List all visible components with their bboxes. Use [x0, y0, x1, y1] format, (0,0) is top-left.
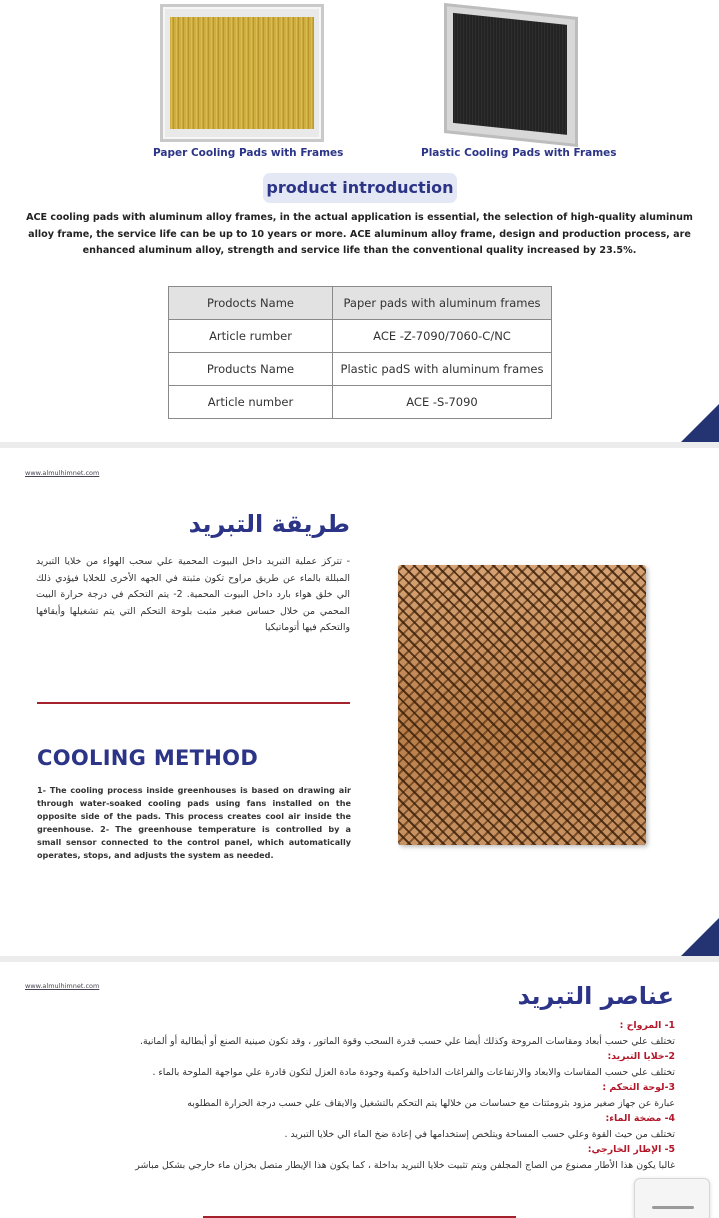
list-item-heading: 5- الإطار الخارجي:: [587, 1144, 675, 1155]
site-link[interactable]: www.almulhimnet.com: [25, 469, 100, 477]
list-item-text: غالبا يكون هذا الأطار مصنوع من الصاج المجلفن ويتم تثبيت خلايا التبريد بداخلة ، كما يكون هذا الإيطار متصل بخزان ماء خارجي بشكل مباشر: [135, 1159, 675, 1171]
list-item-heading: 4- مضخة الماء:: [605, 1113, 675, 1124]
plastic-pad-texture: [453, 13, 567, 135]
list-item-text: تختلف من حيث القوة وعلي حسب المساحة ويتلخص إستخدامها في إعادة ضخ الماء الي خلايا التبريد .: [284, 1128, 675, 1140]
list-item-heading: 3-لوحة التحكم :: [602, 1082, 675, 1093]
table-row: [169, 287, 552, 320]
site-link[interactable]: www.almulhimnet.com: [25, 982, 100, 990]
table-cell: Products Name: [169, 353, 333, 386]
paper-pad-caption: Paper Cooling Pads with Frames: [153, 147, 344, 159]
section-title: product introduction: [263, 173, 457, 203]
corner-decoration: [681, 918, 719, 956]
table-cell: ACE -S-7090: [333, 386, 552, 419]
arabic-paragraph: - تتركز عملية التبريد داخل البيوت المحمية علي سحب الهواء من خلايا التبريد المبللة بالماء عن طريق مراوح تكون مثبتة في الجهه الأخرى للخلايا فيؤدي ذلك الي خلق هواء بارد داخل البيوت المحمية. 2- يتم التحكم في درجة حرارة البيت المحمي من خلال حساس صغير مثبت بلوحة التحكم التي يتم تشغيلها وأيقافها والتحكم فيها أتوماتيكيا: [36, 556, 350, 633]
table-cell: Prodocts Name: [169, 287, 333, 320]
table-cell: Article number: [169, 386, 333, 419]
table-row: [169, 386, 552, 419]
minimize-icon: [652, 1206, 694, 1209]
cooling-pad-image: [398, 565, 646, 845]
english-paragraph: 1- The cooling process inside greenhouses is based on drawing air through water-soaked cooling pads using fans installed on the opposite side of the pads. This process creates cool air inside the greenhouse. 2- The greenhouse temperature is controlled by a small sensor connected to the control panel, which automatically operates, stops, and adjusts the system as needed.: [37, 785, 351, 860]
list-item-text: عبارة عن جهاز صغير مزود بثرومثتات مع حساسات من خلالها يتم التحكم بالتشغيل والايقاف علي حسب درجة الحرارة المطلوبه: [187, 1097, 675, 1109]
arabic-title: عناصر التبريد: [517, 982, 674, 1010]
divider: [37, 702, 350, 704]
table-cell: ACE -Z-7090/7060-C/NC: [333, 320, 552, 353]
table-cell: Paper pads with aluminum frames: [333, 287, 552, 320]
list-item-heading: 1- المرواح :: [619, 1020, 675, 1031]
elements-list: [50, 1018, 675, 1173]
plastic-cooling-pad-image: [444, 3, 578, 147]
table-cell: Article rumber: [169, 320, 333, 353]
product-spec-table: [168, 286, 552, 419]
table-row: [169, 353, 552, 386]
list-item-text: تختلف علي حسب المقاسات والابعاد والارتفاعات والفراغات الداخلية وكمية وجودة مادة العزل لتكون قادرة علي مواجهة الملوحة بالماء .: [152, 1066, 675, 1078]
paper-pad-texture: [170, 17, 314, 129]
page-cooling-elements: [0, 962, 719, 1218]
list-item-heading: 2-خلايا التبريد:: [607, 1051, 675, 1062]
paper-cooling-pad-image: [160, 4, 324, 142]
arabic-title: طريقة التبريد: [188, 510, 350, 538]
table-cell: Plastic padS with aluminum frames: [333, 353, 552, 386]
plastic-pad-caption: Plastic Cooling Pads with Frames: [421, 147, 617, 159]
corner-decoration: [681, 404, 719, 442]
english-title: COOLING METHOD: [37, 746, 259, 770]
page-product-introduction: [0, 0, 719, 442]
table-row: [169, 320, 552, 353]
chat-widget[interactable]: [634, 1178, 710, 1218]
list-item-text: تختلف علي حسب أبعاد ومقاسات المروحة وكذلك أيضا علي حسب قدرة السحب وقوة الماتور ، وقد تكون صينية الصنع أو أيطالية أو ألمانية.: [139, 1035, 675, 1047]
page-cooling-method: [0, 448, 719, 956]
intro-paragraph: ACE cooling pads with aluminum alloy frames, in the actual application is essential, the selection of high-quality aluminum alloy frame, the service life can be up to 10 years or more. ACE aluminum alloy frame, design and production process, are enhanced aluminum alloy, strength and service life than the conventional quality increased by 23.5%.: [26, 212, 693, 256]
